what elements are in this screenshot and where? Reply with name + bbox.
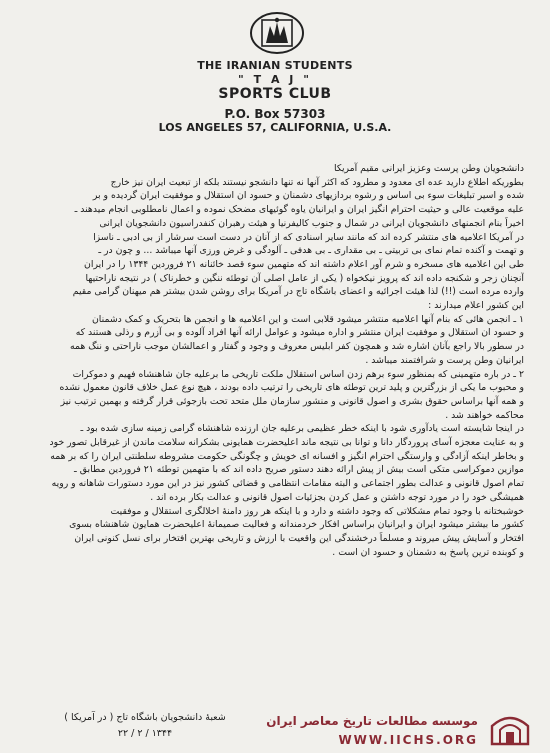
letterhead-line-2: " T A J " <box>238 73 312 86</box>
letter-line: وارده مرده است (!!) لذا هیئت اجرائیه و اعضای باشگاه تاج در آمریکا برای روشن شدن بیشتر هم میهنان گرامی مقیم <box>72 286 524 298</box>
letter-line: و به عنایت معجزه آسای پروردگار دانا و توانا بی نتیجه ماند اعلیحضرت همایونی بشکرانه سلامت ماندن از غیرقابل تصور خود <box>49 437 524 449</box>
watermark-institute-name: موسسه مطالعات تاریخ معاصر ایران <box>266 714 478 728</box>
letter-line: همیشگی خود را در مورد توجه داشتن و عمل کردن بجزئیات اصول قانونی و عدالت بکار برده اند . <box>150 491 524 503</box>
letter-line: خوشبختانه با وجود تمام مشکلاتی که وجود داشته و دارد و با اینکه هر روز دامنهٔ اخلالگری استقلال و موفقیت <box>110 505 524 517</box>
letter-line: در سطور بالا راجع بآنان اشاره شد و همچون کفر ابلیس معروف و وجود و گفتار و اعمالشان موجب ناراحتی و ننگ همه <box>70 341 524 353</box>
letter-line: محاکمه خواهند شد . <box>445 409 524 421</box>
letter-line: و کوبنده ترین پاسخ به دشمنان و حسود ان است . <box>332 546 524 558</box>
letter-line: و همه آنها براساس حقوق بشری و اصول قانونی و منشور سازمان ملل متحد تحت بازجوئی قرار گرفته و بهمین ترتیب نیز <box>60 395 524 407</box>
letter-line: و حسود ان استقلال و موفقیت ایران منتشر و اداره میشود و عوامل ارائه آنها افراد آلوده و بی آزرم و رذلی هستند که <box>75 327 524 339</box>
letter-line: علیه موقعیت عالی و حیثیت احترام انگیز ایران و ایرانیان یاوه گوئیهای مضحک نموده و اعمال نامطلوبی انجام میدهند ـ <box>74 204 524 216</box>
letter-line: اخیراً بنام انجمنهای دانشجویان ایرانی در شمال و جنوب کالیفرنیا و هیئت رهبران کنفدراسیون دانشجویان ایرانی <box>99 217 524 229</box>
letter-body <box>4 162 524 559</box>
letter-line: در اینجا شایسته است یادآوری شود با اینکه خطر عظیمی برعلیه جان ارزنده شاهنشاه گرامی زمینه سازی شده بود ـ <box>80 423 524 435</box>
letter-line: بطوریکه اطلاع دارید عده ای معدود و مطرود که اکثر آنها نه تنها دانشجو نیستند بلکه از تبعیت ایران نیز خارج <box>110 176 524 188</box>
letter-line: موازین دموکراسی متکی است بیش از پیش ارائه دهند دستور صریح داده اند که با متهمین توطئه ۲۱ فروردین مطابق ـ <box>74 464 524 476</box>
letter-line: ۲ ـ در باره متهمینی که بمنظور سوء برهم زدن اساس استقلال ملکت تاریخی ما برعلیه جان شاهنشاه فهیم و دموکرات <box>72 368 524 380</box>
letter-line: کشور ما بیشتر میشود ایران و ایرانیان براساس افکار خردمندانه و فعالیت صمیمانهٔ اعلیحضرت همایون شاهنشاه بسوی <box>69 519 524 531</box>
letter-line: شده و اسیر تبلیغات سوء بی اساس و رشوه بردازیهای دشمنان و حسود ان استقلال و موفقیت ایران گردیده و بر <box>92 190 524 202</box>
letter-line: آنچنان زجر و شکنجه داده اند که پرویز نیکخواه ( یکی از عامل اصلی آن توطئه ننگین و خطرناک ) در نتیجه ناراحتیها <box>85 272 524 284</box>
letterhead-po-box: P.O. Box 57303 <box>224 107 326 121</box>
signature-date: ۱۳۴۴ / ۲ / ۲۲ <box>117 728 173 739</box>
watermark-url: WWW.IICHS.ORG <box>338 733 478 747</box>
letterhead-line-1: THE IRANIAN STUDENTS <box>197 59 353 72</box>
letterhead-address: LOS ANGELES 57, CALIFORNIA, U.S.A. <box>158 121 392 134</box>
letter-salutation: دانشجویان وطن پرست وعزیز ایرانی مقیم آمریکا <box>333 163 524 174</box>
institute-logo-icon <box>488 712 532 748</box>
letter-line: و تهمت و آکنده تمام نمای بی تربیتی ـ بی مقداری ـ بی هدفی ـ آلودگی و غرض ورزی آنها میباشد ... و چون در ـ <box>98 245 524 257</box>
letter-line: ایرانیان وطن پرست و شرافتمند میباشد . <box>365 354 524 366</box>
letter-line: افتخار و آسایش پیش میروند و مسلماً درخشندگی این واقعیت با ارزش و تاریخی بهترین افتخار برای نسل کنونی ایران <box>74 532 524 544</box>
letterhead-club-name: SPORTS CLUB <box>218 86 332 102</box>
letter-line: این کشور اعلام میدارند : <box>428 300 524 312</box>
signature-block <box>30 710 260 742</box>
signature-org: شعبهٔ دانشجویان باشگاه تاج ( در آمریکا ) <box>64 712 226 723</box>
letter-line: تمام اصول قانونی و عدالت بطور اجتماعی و البته مقامات انتظامی و قضائی کشور نیز در این مورد دستورات شاهانه و رویه <box>51 478 524 490</box>
letter-line: ۱ ـ انجمن هائی که بنام آنها اعلامیه منتشر میشود قلابی است و این اعلامیه ها و انجمن ها بتحریک و کمک دشمنان <box>91 313 524 325</box>
letter-line: و بخاطر اینکه آزادگی و وارستگی احترام انگیز و افسانه ای خویش و چگونگی حکومت مشروطه سلطنتی ایران را که بر همه <box>50 450 524 462</box>
letter-line: طی این اعلامیه های مسخره و شرم آور اعلام داشته اند که متهمین سوء قصد خائنانه ۲۱ فروردین ۱۳۴۴ را در ایران <box>84 258 524 270</box>
taj-club-emblem <box>248 10 306 56</box>
letter-line: در آمریکا اعلامیه های منتشر کرده اند که مانند سایر اسنادی که از آنان در دست است سرشار از بی ادبی ـ ناسزا <box>93 231 524 243</box>
letter-line: و محبوب ما یکی از بزرگترین و پلید ترین توطئه های تاریخی را ترتیب داده بودند ، هیچ نوع عمل خلاف قانون معمول نشده <box>59 382 524 394</box>
